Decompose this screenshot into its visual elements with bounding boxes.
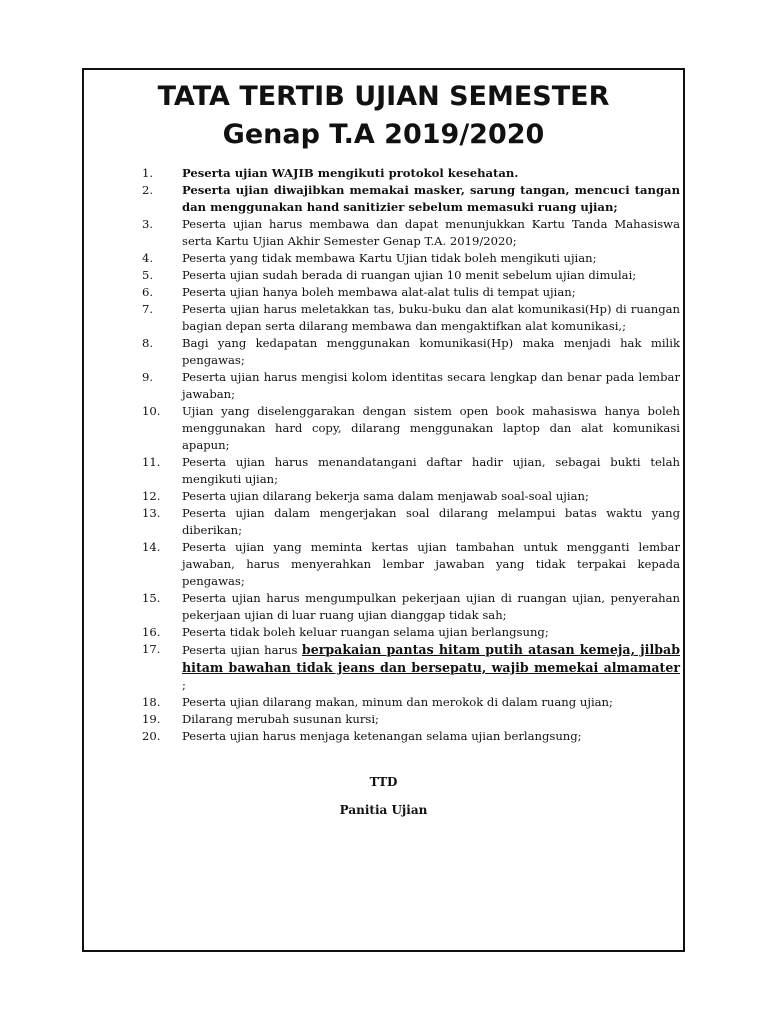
rule-item (142, 454, 680, 488)
rule-text-underlined: berpakaian pantas hitam putih atasan kemeja, jilbab hitam bawahan tidak jeans dan bersepatu, wajib memekai almamater (182, 642, 681, 675)
rule-item (142, 505, 680, 539)
rule-text: Ujian yang diselenggarakan dengan sistem open book mahasiswa hanya boleh menggunakan hard copy, dilarang menggunakan laptop dan alat komunikasi apapun; (182, 404, 680, 452)
rule-number: 12. (142, 489, 161, 503)
rule-text: Peserta ujian harus mengumpulkan pekerjaan ujian di ruangan ujian, penyerahan pekerjaan ujian di luar ruang ujian dianggap tidak sah; (182, 591, 680, 622)
rule-number: 18. (142, 695, 161, 709)
rule-number: 3. (142, 217, 154, 231)
rule-item (142, 165, 680, 182)
rule-text: Peserta ujian harus menandatangani daftar hadir ujian, sebagai bukti telah mengikuti ujian; (182, 455, 680, 486)
rule-item (142, 284, 680, 301)
rule-number: 20. (142, 729, 161, 743)
rule-number: 2. (142, 183, 154, 197)
rule-text: Peserta yang tidak membawa Kartu Ujian tidak boleh mengikuti ujian; (182, 251, 597, 265)
rule-text: Peserta ujian WAJIB mengikuti protokol kesehatan. (182, 166, 519, 180)
rule-number: 17. (142, 642, 161, 656)
signature-ttd: TTD (369, 775, 398, 789)
document-title (84, 78, 683, 154)
rule-text: Peserta tidak boleh keluar ruangan selama ujian berlangsung; (182, 625, 549, 639)
rule-item (142, 590, 680, 624)
title-line-1: TATA TERTIB UJIAN SEMESTER (157, 81, 610, 112)
rule-number: 19. (142, 712, 161, 726)
rule-text-suffix: ; (182, 678, 186, 692)
rule-text: Peserta ujian harus mengisi kolom identitas secara lengkap dan benar pada lembar jawaban; (182, 370, 680, 401)
rule-number: 16. (142, 625, 161, 639)
rule-text: Peserta ujian sudah berada di ruangan ujian 10 menit sebelum ujian dimulai; (182, 268, 637, 282)
rule-number: 13. (142, 506, 161, 520)
rule-number: 8. (142, 336, 154, 350)
title-line-2: Genap T.A 2019/2020 (222, 119, 545, 150)
rule-text: Peserta ujian diwajibkan memakai masker, sarung tangan, mencuci tangan dan menggunakan hand sanitizier sebelum memasuki ruang ujian; (182, 183, 680, 214)
rule-item (142, 711, 680, 728)
rule-item (142, 403, 680, 454)
rule-text: Peserta ujian hanya boleh membawa alat-alat tulis di tempat ujian; (182, 285, 576, 299)
rule-text: Peserta ujian dilarang makan, minum dan merokok di dalam ruang ujian; (182, 695, 613, 709)
rule-number: 5. (142, 268, 154, 282)
rules-list (142, 165, 680, 745)
rule-text: Peserta ujian harus menjaga ketenangan selama ujian berlangsung; (182, 729, 582, 743)
rule-number: 4. (142, 251, 154, 265)
rule-text: Peserta ujian dilarang bekerja sama dalam menjawab soal-soal ujian; (182, 489, 589, 503)
rule-item (142, 182, 680, 216)
rule-number: 10. (142, 404, 161, 418)
rule-item (142, 216, 680, 250)
rule-item (142, 641, 680, 694)
rule-item (142, 624, 680, 641)
rule-item (142, 694, 680, 711)
rule-text: Bagi yang kedapatan menggunakan komunikasi(Hp) maka menjadi hak milik pengawas; (182, 336, 680, 367)
rule-item (142, 250, 680, 267)
rule-number: 14. (142, 540, 161, 554)
rule-text (182, 641, 680, 694)
rule-item (142, 488, 680, 505)
rule-text: Peserta ujian yang meminta kertas ujian tambahan untuk mengganti lembar jawaban, harus menyerahkan lembar jawaban yang tidak terpakai kepada pengawas; (182, 540, 680, 588)
rule-number: 11. (142, 455, 161, 469)
document-frame (82, 68, 685, 952)
rule-text: Dilarang merubah susunan kursi; (182, 712, 379, 726)
rule-number: 9. (142, 370, 154, 384)
rule-item (142, 539, 680, 590)
rule-item (142, 267, 680, 284)
rule-text: Peserta ujian harus membawa dan dapat menunjukkan Kartu Tanda Mahasiswa serta Kartu Ujian Akhir Semester Genap T.A. 2019/2020; (182, 217, 680, 248)
rule-item (142, 369, 680, 403)
rule-item (142, 335, 680, 369)
rule-text: Peserta ujian dalam mengerjakan soal dilarang melampui batas waktu yang diberikan; (182, 506, 680, 537)
rule-item (142, 301, 680, 335)
rule-item (142, 728, 680, 745)
rule-number: 1. (142, 166, 154, 180)
rule-text-prefix: Peserta ujian harus (182, 643, 302, 657)
rule-text: Peserta ujian harus meletakkan tas, buku-buku dan alat komunikasi(Hp) di ruangan bagian depan serta dilarang membawa dan mengaktifkan alat komunikasi,; (182, 302, 680, 333)
rule-number: 6. (142, 285, 154, 299)
rule-number: 7. (142, 302, 154, 316)
rule-number: 15. (142, 591, 161, 605)
signature-name: Panitia Ujian (339, 803, 428, 817)
